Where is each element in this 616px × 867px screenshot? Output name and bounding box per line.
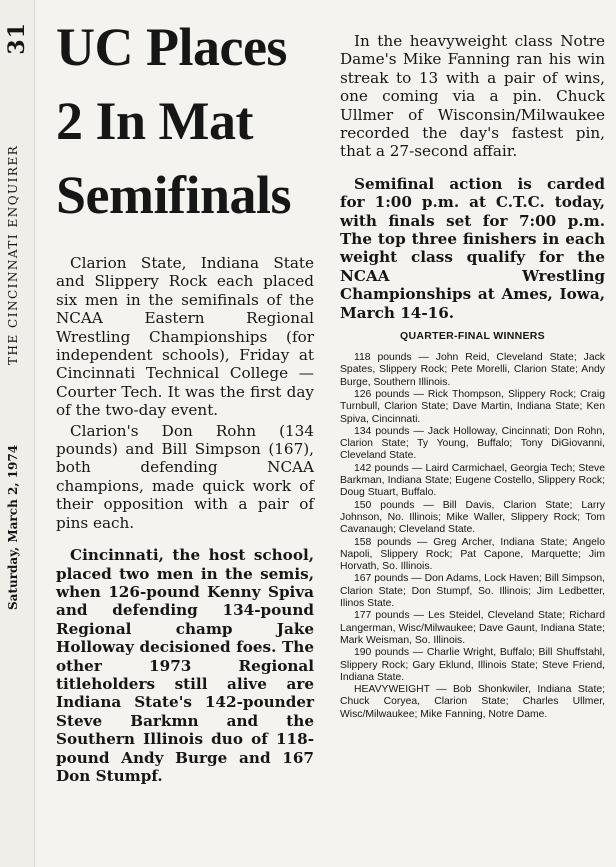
winners-entry: HEAVYWEIGHT — Bob Shonkwiler, Indiana State; Chuck Coryea, Clarion State; Charles Ullmer, Wisc/Milwaukee; Mike Fanning, Notre Dame. [340, 684, 605, 720]
winners-entry: 150 pounds — Bill Davis, Clarion State; Larry Johnson, No. Illinois; Mike Waller, Slippery Rock; Tom Cavanaugh; Cleveland State. [340, 499, 605, 536]
winners-heading: QUARTER-FINAL WINNERS [400, 330, 545, 343]
newspaper-name: THE CINCINNATI ENQUIRER [6, 144, 20, 365]
article-paragraph: Clarion State, Indiana State and Slippery Rock each placed six men in the semifinals of the NCAA Eastern Regional Wrestling Championships (for independent schools), Friday at Cincinnati Technical College — Courter Tech. It was the first day of the two-day event. [56, 254, 314, 420]
article-column-left [56, 10, 314, 787]
winners-entry: 177 pounds — Les Steidel, Cleveland State; Richard Langerman, Wisc/Milwaukee; Dave Gaunt, Indiana State; Mark Weisman, So. Illinois. [340, 610, 605, 646]
headline-line-1: UC Places [56, 17, 287, 77]
headline-line-3: Semifinals [56, 165, 292, 225]
winners-entry: 134 pounds — Jack Holloway, Cincinnati; Don Rohn, Clarion State; Ty Young, Buffalo; Tony DiGiovanni, Cleveland State. [340, 425, 605, 462]
article-paragraph: In the heavyweight class Notre Dame's Mike Fanning ran his win streak to 13 with a pair of wins, one coming via a pin. Chuck Ullmer of Wisconsin/Milwaukee recorded the day's fastest pin, that a 27-second affair. [340, 32, 605, 161]
winners-entry: 190 pounds — Charlie Wright, Buffalo; Bill Shuffstahl, Slippery Rock; Gary Eklund, Illinois State; Steve Friend, Indiana State. [340, 647, 605, 683]
winners-entry: 158 pounds — Greg Archer, Indiana State; Angelo Napoli, Slippery Rock; Pat Capone, Marquette; Jim Horvath, So. Illinois. [340, 536, 605, 573]
page-number: 31 [4, 22, 30, 55]
article-paragraph: Cincinnati, the host school, placed two men in the semis, when 126-pound Kenny Spiva and defending 134-pound Regional champ Jake Holloway decisioned foes. The other 1973 Regional titleholders still alive are Indiana State's 142-pounder Steve Barkmn and the Southern Illinois duo of 118-pound Andy Burge and 167 Don Stumpf. [56, 546, 314, 785]
page-margin [0, 0, 35, 867]
winners-entry: 118 pounds — John Reid, Cleveland State; Jack Spates, Slippery Rock; Pete Morelli, Clarion State; Andy Burge, Southern Illinois. [340, 352, 605, 388]
publication-date: Saturday, March 2, 1974 [6, 444, 20, 610]
winners-entry: 142 pounds — Laird Carmichael, Georgia Tech; Steve Barkman, Indiana State; Eugene Costello, Slippery Rock; Doug Stuart, Buffalo. [340, 462, 605, 499]
winners-entry: 126 pounds — Rick Thompson, Slippery Rock; Craig Turnbull, Clarion State; Dave Martin, Indiana State; Ken Spiva, Cincinnati. [340, 388, 605, 425]
headline [56, 10, 314, 232]
article-paragraph: Semifinal action is carded for 1:00 p.m. at C.T.C. today, with finals set for 7:00 p.m. The top three finishers in each weight class qualify for the NCAA Wrestling Championships at Ames, Iowa, March 14-16. [340, 174, 605, 322]
article-column-right [340, 32, 605, 721]
winners-entry: 167 pounds — Don Adams, Lock Haven; Bill Simpson, Clarion State; Don Stumpf, So. Illinois; Jim Ledbetter, Ilinos State. [340, 573, 605, 610]
headline-line-2: 2 In Mat [56, 91, 253, 151]
article-paragraph: Clarion's Don Rohn (134 pounds) and Bill Simpson (167), both defending NCAA champions, made quick work of their opposition with a pair of pins each. [56, 421, 314, 532]
